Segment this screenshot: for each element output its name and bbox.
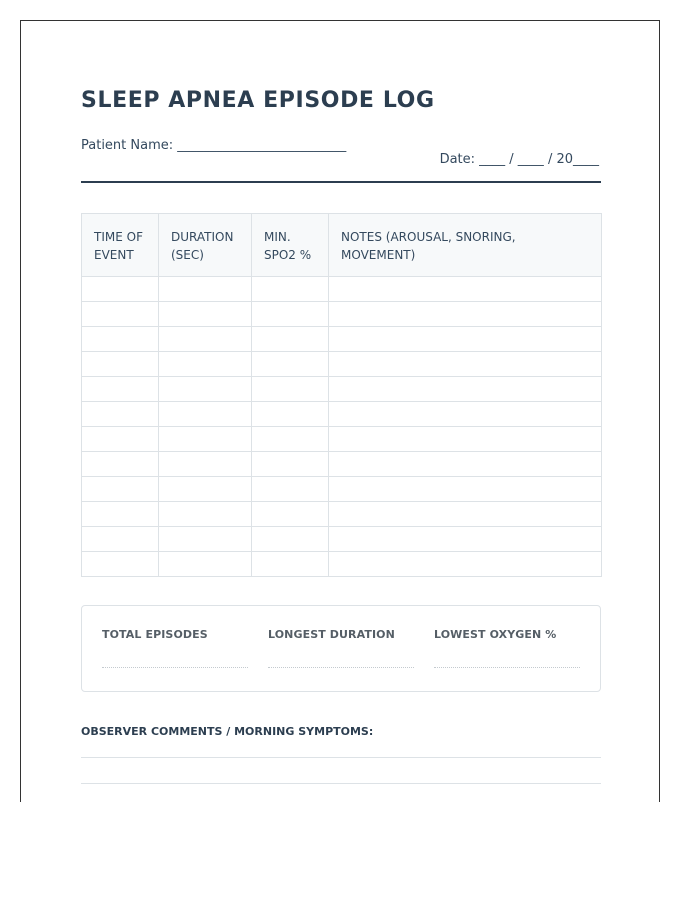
patient-name-field[interactable]: Patient Name: __________________________ xyxy=(81,138,347,153)
table-cell[interactable] xyxy=(159,302,252,327)
table-cell[interactable] xyxy=(329,352,602,377)
header-divider xyxy=(81,181,601,183)
summary-label-lowest-oxygen: LOWEST OXYGEN % xyxy=(434,628,557,641)
column-header-notes: NOTES (AROUSAL, SNORING, MOVEMENT) xyxy=(329,214,602,277)
comment-line[interactable] xyxy=(81,757,601,758)
table-cell[interactable] xyxy=(82,277,159,302)
table-row xyxy=(82,377,602,402)
table-cell[interactable] xyxy=(329,402,602,427)
table-cell[interactable] xyxy=(329,277,602,302)
summary-total-episodes xyxy=(102,628,248,668)
table-row xyxy=(82,502,602,527)
table-cell[interactable] xyxy=(159,502,252,527)
table-cell[interactable] xyxy=(329,502,602,527)
table-cell[interactable] xyxy=(82,502,159,527)
summary-label-total-episodes: TOTAL EPISODES xyxy=(102,628,208,641)
table-row xyxy=(82,327,602,352)
table-cell[interactable] xyxy=(82,552,159,577)
table-cell[interactable] xyxy=(159,427,252,452)
table-cell[interactable] xyxy=(82,302,159,327)
table-cell[interactable] xyxy=(252,552,329,577)
comments-label: OBSERVER COMMENTS / MORNING SYMPTOMS: xyxy=(81,725,374,738)
table-row xyxy=(82,402,602,427)
table-cell[interactable] xyxy=(159,402,252,427)
table-cell[interactable] xyxy=(329,452,602,477)
table-cell[interactable] xyxy=(82,527,159,552)
total-episodes-input-line[interactable] xyxy=(102,666,248,668)
table-cell[interactable] xyxy=(82,377,159,402)
column-header-time: TIME OF EVENT xyxy=(82,214,159,277)
summary-box xyxy=(81,605,601,692)
table-cell[interactable] xyxy=(252,352,329,377)
table-cell[interactable] xyxy=(82,477,159,502)
table-cell[interactable] xyxy=(159,352,252,377)
table-cell[interactable] xyxy=(252,277,329,302)
table-cell[interactable] xyxy=(252,377,329,402)
table-cell[interactable] xyxy=(252,327,329,352)
summary-label-longest-duration: LONGEST DURATION xyxy=(268,628,395,641)
table-row xyxy=(82,552,602,577)
summary-longest-duration xyxy=(268,628,414,668)
table-row xyxy=(82,527,602,552)
table-cell[interactable] xyxy=(159,527,252,552)
comment-line[interactable] xyxy=(81,783,601,784)
table-cell[interactable] xyxy=(82,452,159,477)
table-cell[interactable] xyxy=(252,452,329,477)
table-cell[interactable] xyxy=(252,502,329,527)
table-cell[interactable] xyxy=(159,377,252,402)
table-cell[interactable] xyxy=(329,327,602,352)
table-cell[interactable] xyxy=(82,352,159,377)
table-cell[interactable] xyxy=(329,377,602,402)
table-cell[interactable] xyxy=(329,427,602,452)
table-cell[interactable] xyxy=(159,452,252,477)
table-cell[interactable] xyxy=(252,302,329,327)
table-cell[interactable] xyxy=(159,277,252,302)
date-field[interactable]: Date: ____ / ____ / 20____ xyxy=(439,152,599,167)
table-cell[interactable] xyxy=(82,327,159,352)
table-header-row xyxy=(82,214,602,277)
table-row xyxy=(82,427,602,452)
table-cell[interactable] xyxy=(329,302,602,327)
form-sheet xyxy=(20,20,660,802)
table-cell[interactable] xyxy=(329,552,602,577)
table-row xyxy=(82,277,602,302)
table-cell[interactable] xyxy=(329,527,602,552)
table-cell[interactable] xyxy=(82,402,159,427)
lowest-oxygen-input-line[interactable] xyxy=(434,666,580,668)
table-cell[interactable] xyxy=(159,552,252,577)
form-title: SLEEP APNEA EPISODE LOG xyxy=(81,88,435,113)
episode-log-table xyxy=(81,213,602,577)
table-cell[interactable] xyxy=(252,427,329,452)
table-cell[interactable] xyxy=(159,327,252,352)
column-header-duration: DURATION (SEC) xyxy=(159,214,252,277)
table-cell[interactable] xyxy=(82,427,159,452)
table-cell[interactable] xyxy=(329,477,602,502)
table-cell[interactable] xyxy=(252,402,329,427)
table-cell[interactable] xyxy=(252,527,329,552)
table-row xyxy=(82,352,602,377)
summary-lowest-oxygen xyxy=(434,628,580,668)
column-header-spo2: MIN. SPO2 % xyxy=(252,214,329,277)
longest-duration-input-line[interactable] xyxy=(268,666,414,668)
table-cell[interactable] xyxy=(252,477,329,502)
table-row xyxy=(82,452,602,477)
table-body xyxy=(82,277,602,577)
table-row xyxy=(82,477,602,502)
table-cell[interactable] xyxy=(159,477,252,502)
table-row xyxy=(82,302,602,327)
